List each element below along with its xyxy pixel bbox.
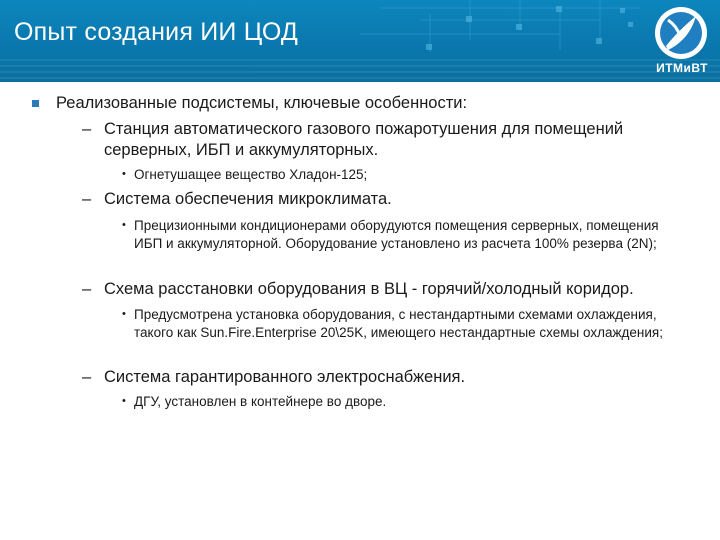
dash-marker: – (82, 120, 92, 138)
dot-marker: • (122, 395, 126, 407)
dot-marker: • (122, 219, 126, 231)
item-3-sub-text: Предусмотрена установка оборудования, с нестандартными схемами охлаждения, такого как Sun.Fire.Enterprise 20\25K, имеющего нестандартные схемы охлаждения; (134, 307, 663, 340)
dash-marker: – (82, 190, 92, 208)
slide-title: Опыт создания ИИ ЦОД (14, 18, 299, 46)
dot-marker: • (122, 168, 126, 180)
dash-marker: – (82, 280, 92, 298)
bullet-level1-text: Реализованные подсистемы, ключевые особенности: (56, 94, 468, 112)
item-1-sub-text: Огнетушащее вещество Хладон-125; (134, 167, 368, 182)
item-2-text: Система обеспечения микроклимата. (104, 190, 392, 208)
itmivt-logo-icon (648, 4, 714, 62)
item-4-text: Система гарантированного электроснабжения. (104, 368, 466, 386)
item-1-text: Станция автоматического газового пожаротушения для помещений серверных, ИБП и аккумуляторных. (104, 120, 624, 159)
item-3-text: Схема расстановки оборудования в ВЦ - горячий/холодный коридор. (104, 280, 634, 298)
logo-text: ИТМиВТ (656, 61, 708, 75)
item-2-sub-text: Прецизионными кондиционерами оборудуются помещения серверных, помещения ИБП и аккумуляторной. Оборудование установлено из расчета 100% резерва (2N); (134, 218, 659, 251)
item-4-sub-text: ДГУ, установлен в контейнере во дворе. (134, 394, 387, 409)
slide-header (0, 0, 720, 82)
dash-marker: – (82, 368, 92, 386)
square-bullet-icon (32, 100, 39, 107)
dot-marker: • (122, 308, 126, 320)
